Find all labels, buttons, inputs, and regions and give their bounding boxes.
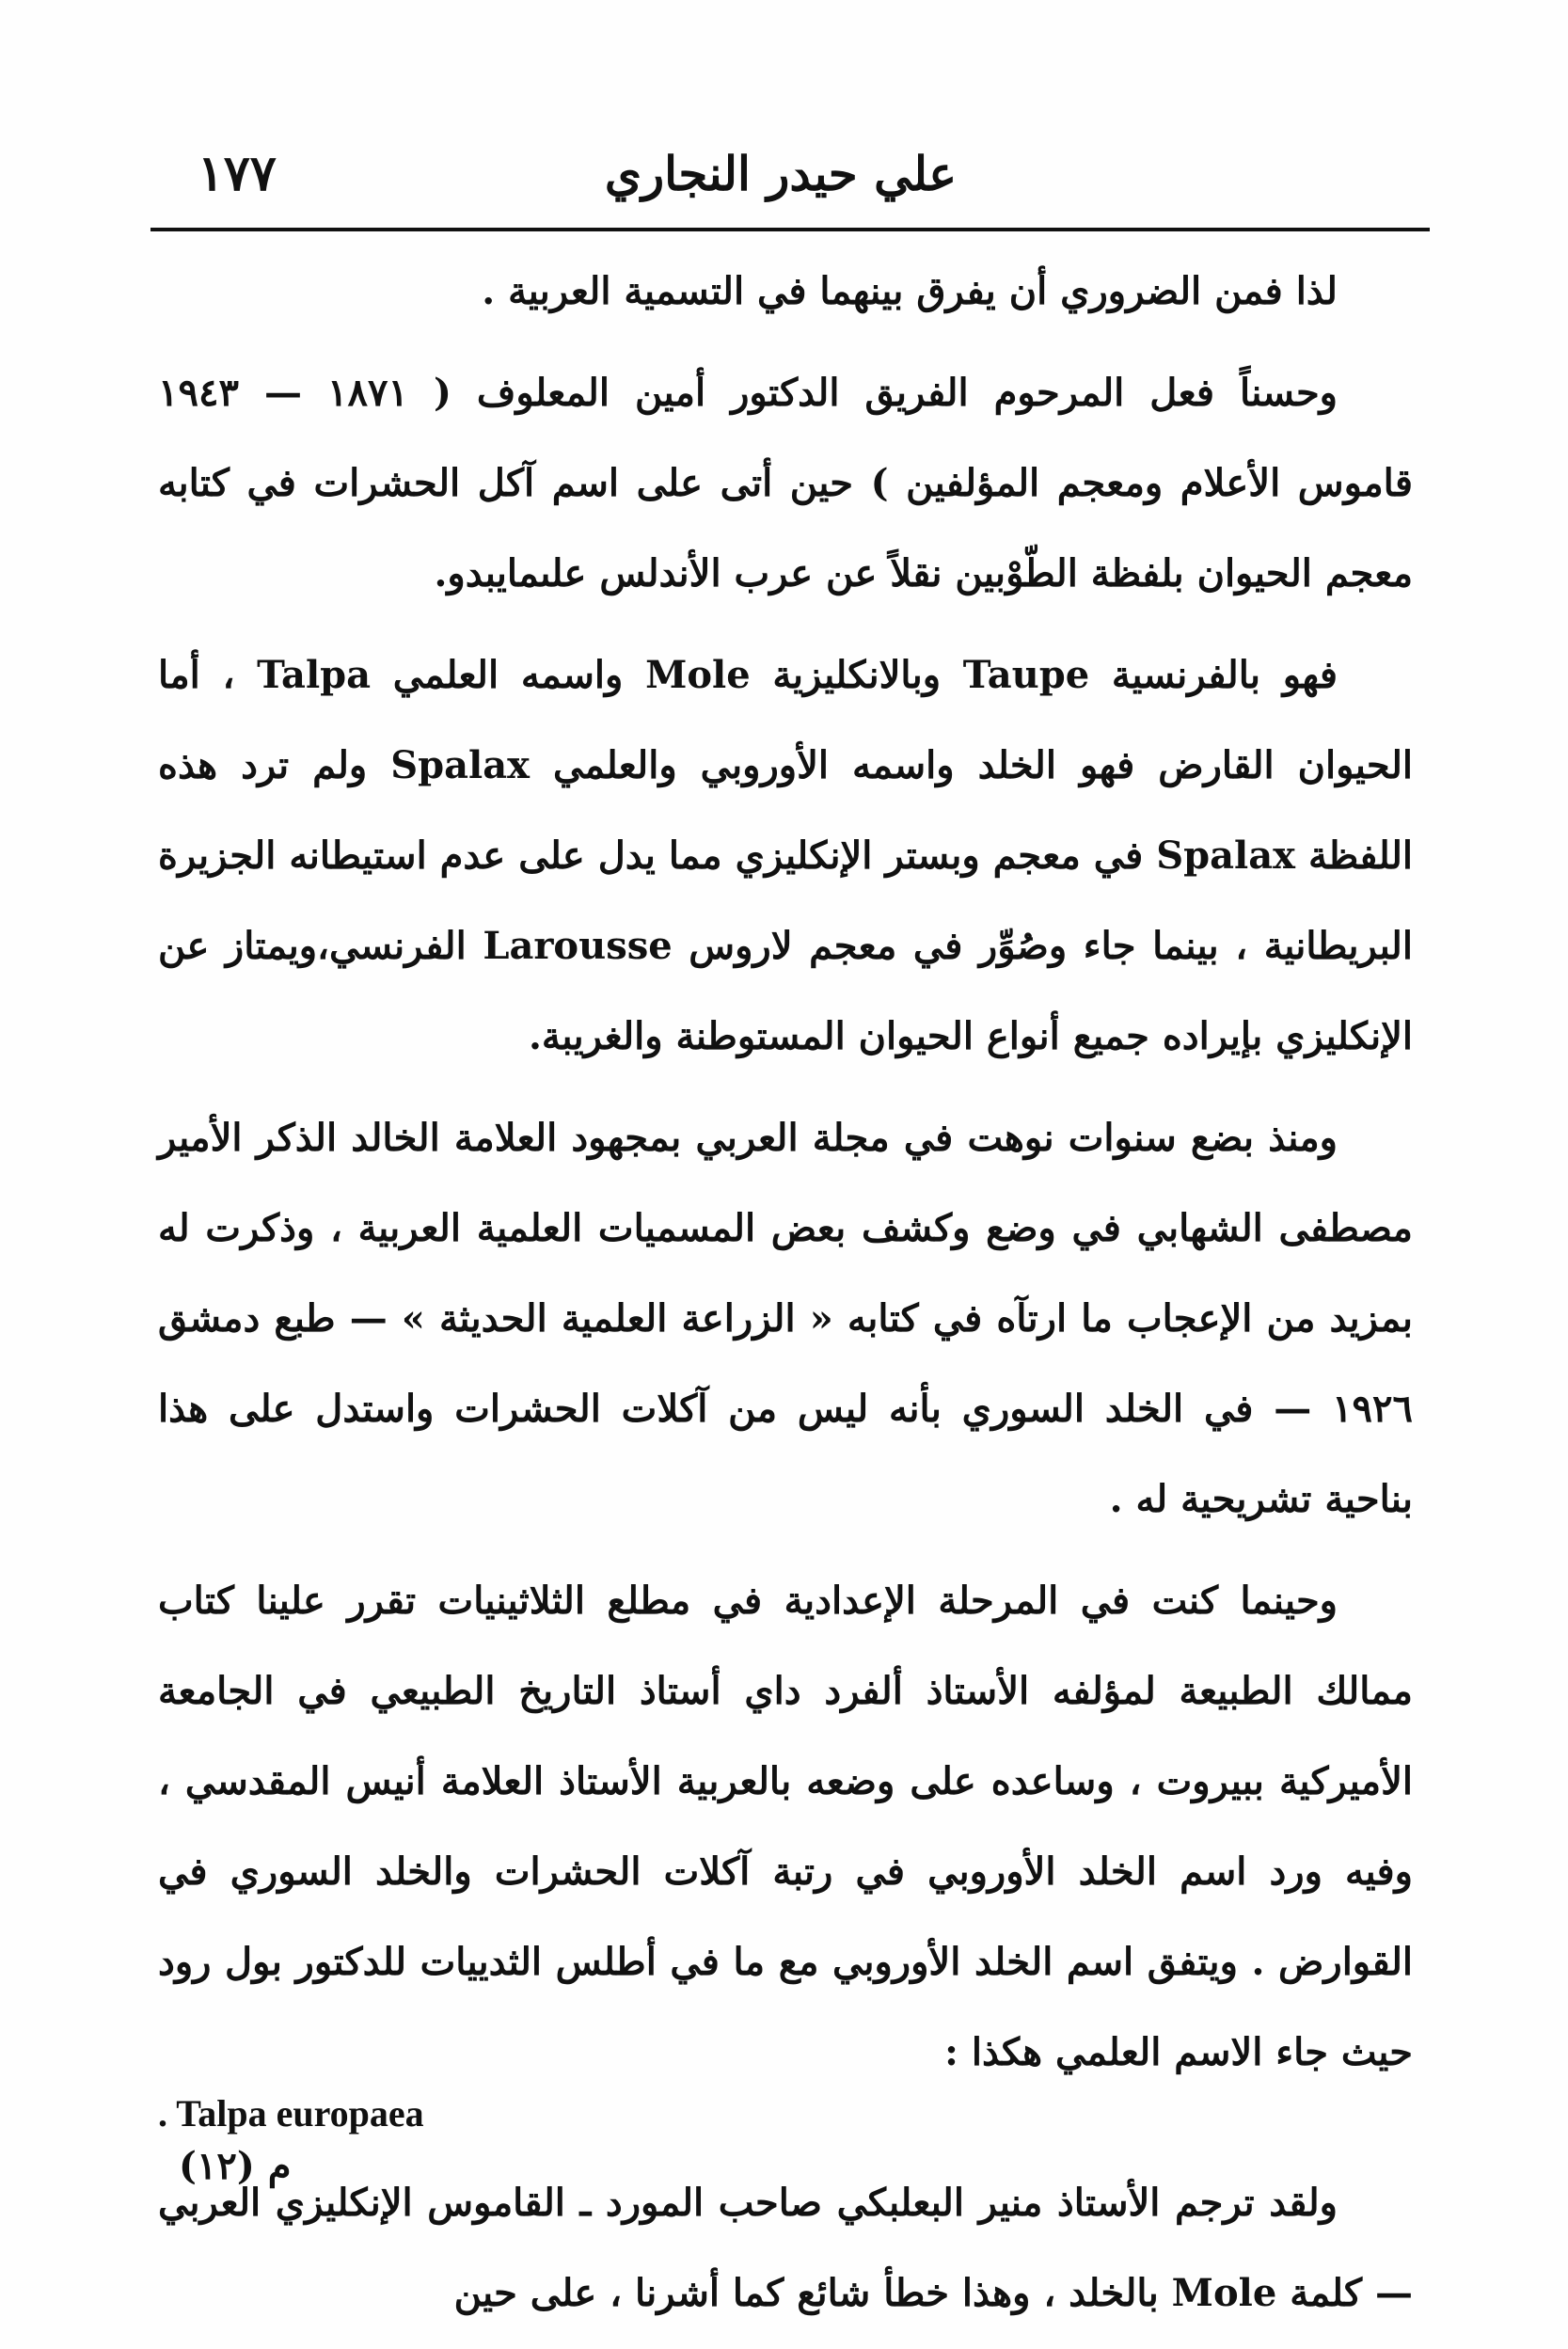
paragraph-2: وحسناً فعل المرحوم الفريق الدكتور أمين المعلوف ( ١٨٧١ — ١٩٤٣ قاموس الأعلام ومعجم المؤلفين ) حين أتى على اسم آكل الحشرات في كتابه معجم الحيوان بلفظة الطّوْبين نقلاً عن عرب الأندلس علىمايبدو.: [158, 371, 1413, 595]
page-number: ١٧٧: [198, 145, 277, 202]
running-title: علي حيدر النجاري: [604, 146, 958, 201]
page-header: [141, 132, 1420, 216]
paragraph-6: ولقد ترجم الأستاذ منير البعلبكي صاحب المورد ـ القاموس الإنكليزي العربي — كلمة Mole بالخلد ، وهذا خطأ شائع كما أشرنا ، على حين: [158, 2181, 1413, 2315]
paragraph-4: ومنذ بضع سنوات نوهت في مجلة العربي بمجهود العلامة الخالد الذكر الأمير مصطفى الشهابي في وضع وكشف بعض المسميات العلمية العربية ، وذكرت له بمزيد من الإعجاب ما ارتآه في كتابه « الزراعة العلمية الحديثة » — طبع دمشق ١٩٢٦ — في الخلد السوري بأنه ليس من آكلات الحشرات واستدل على هذا بناحية تشريحية له .: [158, 1116, 1413, 1521]
paragraph-5: وحينما كنت في المرحلة الإعدادية في مطلع الثلاثينيات تقرر علينا كتاب ممالك الطبيعة لمؤلفه الأستاذ ألفرد داي أستاذ التاريخ الطبيعي في الجامعة الأميركية ببيروت ، وساعده على وضعه بالعربية الأستاذ العلامة أنيس المقدسي ، وفيه ورد اسم الخلد الأوروبي في رتبة آكلات الحشرات والخلد السوري في القوارض . ويتفق اسم الخلد الأوروبي مع ما في أطلس الثدييات للدكتور بول رود حيث جاء الاسم العلمي هكذا :: [158, 1579, 1413, 2074]
header-rule: [150, 228, 1430, 231]
paragraph-5-latin: . Talpa europaea: [158, 2092, 424, 2135]
paragraph-3: فهو بالفرنسية Taupe وبالانكليزية Mole واسمه العلمي Talpa ، أما الحيوان القارض فهو الخلد واسمه الأوروبي والعلمي Spalax ولم ترد هذه اللفظة Spalax في معجم وبستر الإنكليزي مما يدل على عدم استيطانه الجزيرة البريطانية ، بينما جاء وصُوِّر في معجم لاروس Larousse الفرنسي،ويمتاز عن الإنكليزي بإيراده جميع أنواع الحيوان المستوطنة والغريبة.: [158, 653, 1413, 1058]
paragraph-1: لذا فمن الضروري أن يفرق بينهما في التسمية العربية .: [482, 269, 1338, 313]
signature-mark: م (١٢): [179, 2144, 292, 2188]
